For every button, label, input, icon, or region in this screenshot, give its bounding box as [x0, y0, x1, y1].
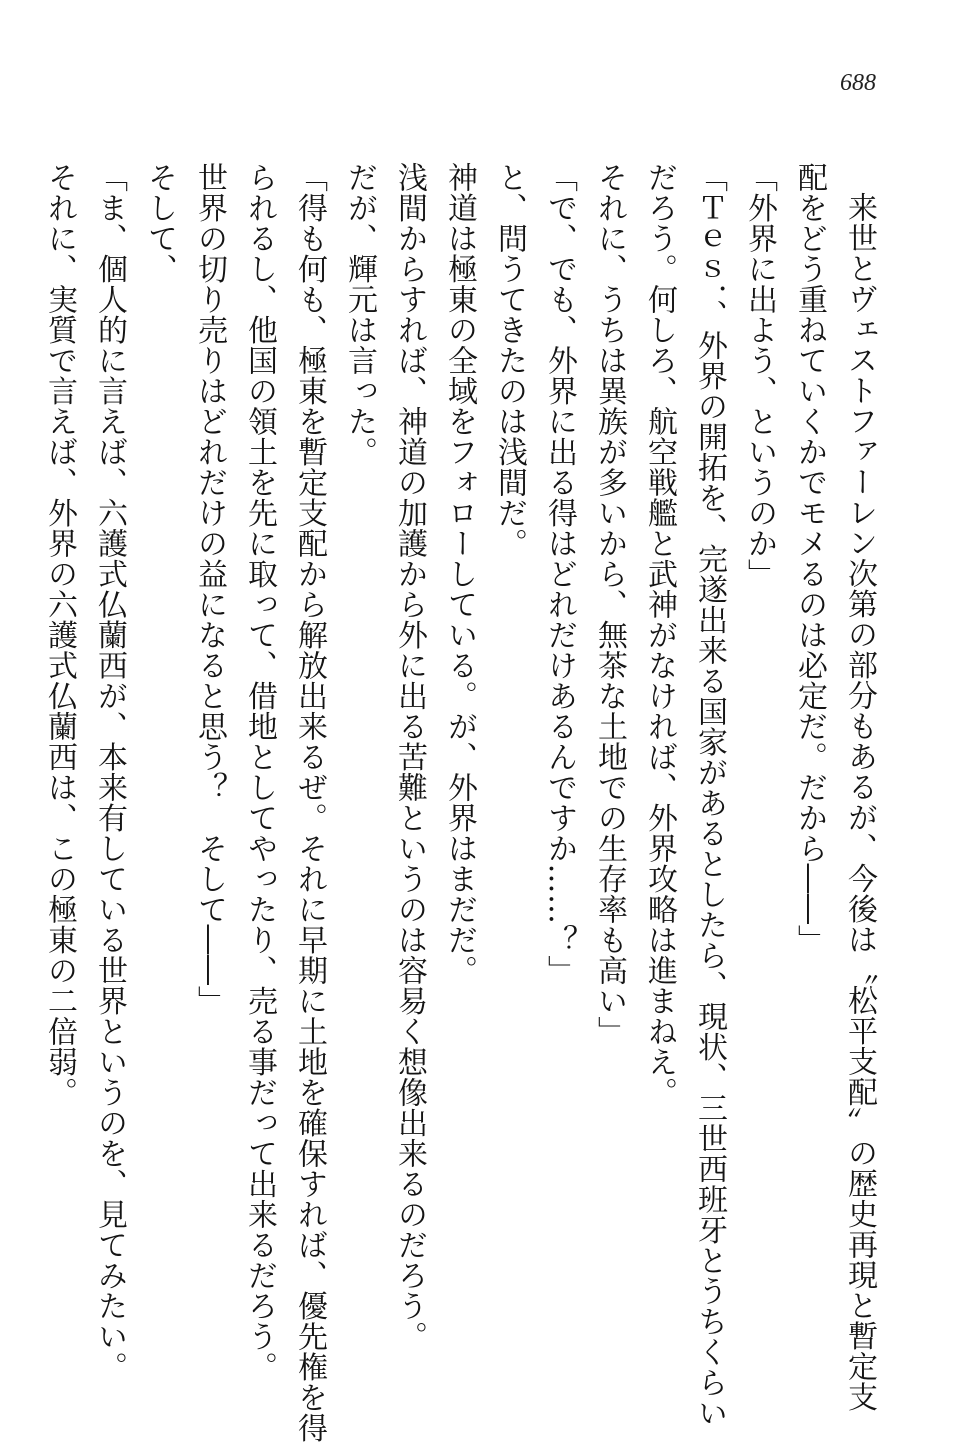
- text-line: 「得も何も、極東を暫定支配から解放出来るぜ。それに早期に土地を確保すれば、優先権を得: [292, 162, 327, 1443]
- text-line: と、問うてきたのは浅間だ。: [492, 162, 527, 559]
- text-line: 浅間からすれば、神道の加護から外に出る苦難というのは容易く想像出来るのだろう。: [392, 162, 427, 1352]
- body-text: [42, 162, 884, 1443]
- text-line: 「ま、個人的に言えば、六護式仏蘭西が、本来有している世界というのを、見てみたい。: [92, 162, 127, 1382]
- text-line: そして、: [142, 162, 177, 284]
- text-line: 世界の切り売りはどれだけの益になると思う？ そして――」: [192, 162, 227, 1016]
- text-line: 「Ｔｅｓ．、外界の開拓を、完遂出来る国家があるとしたら、現状、三世西班牙とうちくらい: [692, 162, 727, 1428]
- text-line: 来世とヴェストファーレン次第の部分もあるが、今後は〝松平支配〟の歴史再現と暫定支: [842, 192, 877, 1412]
- text-line: 「で、でも、外界に出る得はどれだけあるんですか……？」: [542, 162, 577, 986]
- text-line: だが、輝元は言った。: [342, 162, 377, 467]
- text-line: 神道は極東の全域をフォローしている。が、外界はまだだ。: [442, 162, 477, 986]
- text-line: 「外界に出よう、というのか」: [742, 162, 777, 589]
- text-line: それに、実質で言えば、外界の六護式仏蘭西は、この極東の二倍弱。: [42, 162, 77, 1108]
- text-line: られるし、他国の領土を先に取って、借地としてやったり、売る事だって出来るだろう。: [242, 162, 277, 1382]
- page-number: 688: [840, 70, 876, 96]
- text-line: 配をどう重ねていくかでモメるのは必定だ。だから――」: [792, 162, 827, 955]
- text-line: それに、うちは異族が多いから、無茶な土地での生存率も高い」: [592, 162, 627, 1047]
- text-line: だろう。何しろ、航空戦艦と武神がなければ、外界攻略は進まねえ。: [642, 162, 677, 1108]
